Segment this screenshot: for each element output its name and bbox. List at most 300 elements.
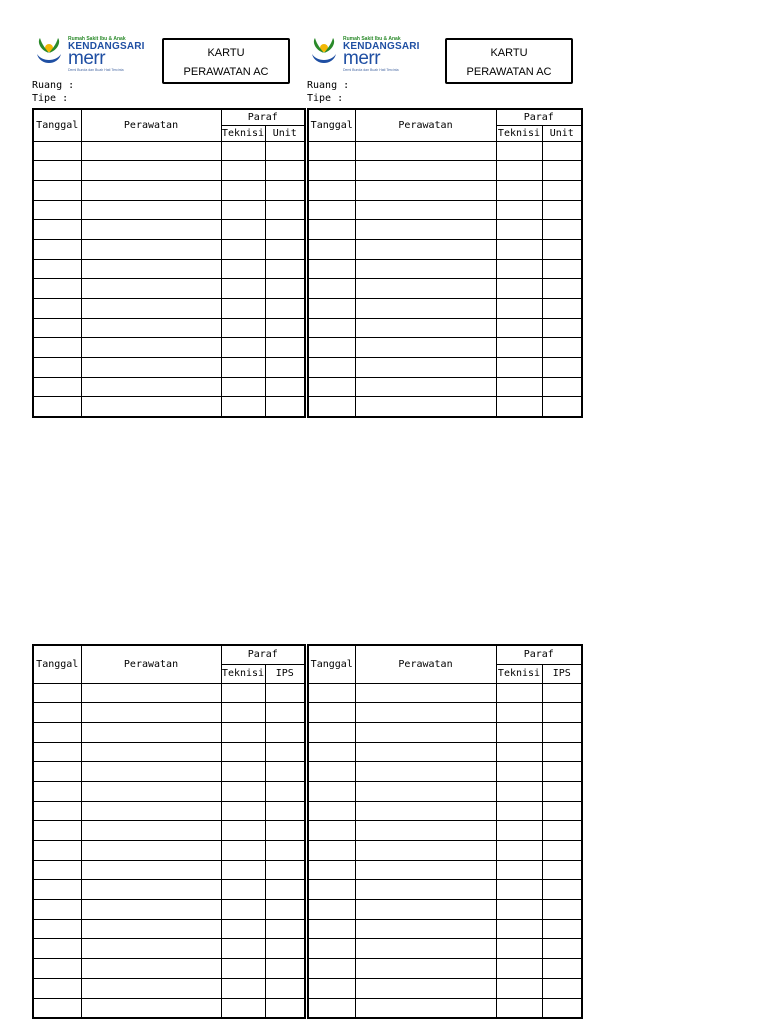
cell-teknisi xyxy=(221,722,265,742)
cell-perawatan xyxy=(355,299,496,319)
table-row xyxy=(308,841,582,861)
cell-tanggal xyxy=(33,762,81,782)
cell-perawatan xyxy=(355,239,496,259)
cell-tanggal xyxy=(33,239,81,259)
table-row xyxy=(33,279,305,299)
table-row xyxy=(33,141,305,161)
cell-paraf xyxy=(265,200,305,220)
cell-paraf xyxy=(542,161,582,181)
cell-teknisi xyxy=(221,397,265,417)
table-row xyxy=(308,821,582,841)
cell-teknisi xyxy=(221,299,265,319)
cell-paraf xyxy=(265,180,305,200)
cell-paraf xyxy=(265,358,305,378)
cell-paraf xyxy=(265,683,305,703)
cell-tanggal xyxy=(308,279,355,299)
cell-paraf xyxy=(265,239,305,259)
cell-paraf xyxy=(542,959,582,979)
table-row xyxy=(308,239,582,259)
cell-tanggal xyxy=(308,683,355,703)
cell-perawatan xyxy=(81,239,221,259)
maintenance-table xyxy=(32,108,306,418)
table-row xyxy=(33,959,305,979)
table-row xyxy=(33,742,305,762)
cell-paraf xyxy=(265,762,305,782)
cell-teknisi xyxy=(221,939,265,959)
tipe-label: Tipe : xyxy=(307,93,344,104)
cell-tanggal xyxy=(33,200,81,220)
card-top-left xyxy=(32,34,304,414)
table-row xyxy=(308,860,582,880)
cell-perawatan xyxy=(355,978,496,998)
logo-brand: merr xyxy=(343,48,381,69)
logo-tagline: Demi Bunda dan Buah Hati Tercinta xyxy=(343,68,399,72)
cell-perawatan xyxy=(81,801,221,821)
table-row xyxy=(33,338,305,358)
table-row xyxy=(308,998,582,1018)
cell-teknisi xyxy=(496,259,542,279)
cell-paraf xyxy=(265,220,305,240)
cell-teknisi xyxy=(221,683,265,703)
table-row xyxy=(308,978,582,998)
table-row xyxy=(33,880,305,900)
cell-paraf xyxy=(542,279,582,299)
cell-tanggal xyxy=(33,880,81,900)
table-row xyxy=(33,161,305,181)
cell-paraf xyxy=(542,722,582,742)
cell-paraf xyxy=(542,742,582,762)
cell-tanggal xyxy=(308,939,355,959)
table-row xyxy=(33,841,305,861)
cell-tanggal xyxy=(308,821,355,841)
cell-perawatan xyxy=(355,959,496,979)
cell-paraf xyxy=(542,259,582,279)
cell-tanggal xyxy=(308,358,355,378)
cell-perawatan xyxy=(355,318,496,338)
card-title-line2: PERAWATAN AC xyxy=(183,66,269,78)
table-row xyxy=(33,220,305,240)
col-header-unit: Unit xyxy=(542,125,582,141)
cell-tanggal xyxy=(33,338,81,358)
cell-tanggal xyxy=(33,821,81,841)
table-row xyxy=(308,377,582,397)
col-header-perawatan: Perawatan xyxy=(355,109,496,141)
cell-tanggal xyxy=(308,141,355,161)
cell-teknisi xyxy=(496,801,542,821)
cell-perawatan xyxy=(355,998,496,1018)
cell-perawatan xyxy=(355,338,496,358)
col-header-teknisi: Teknisi xyxy=(496,664,542,683)
cell-tanggal xyxy=(33,318,81,338)
table-row xyxy=(33,939,305,959)
table-row xyxy=(308,318,582,338)
cell-teknisi xyxy=(496,338,542,358)
cell-paraf xyxy=(265,880,305,900)
cell-paraf xyxy=(542,978,582,998)
cell-perawatan xyxy=(355,200,496,220)
cell-teknisi xyxy=(496,998,542,1018)
table-row xyxy=(308,722,582,742)
cell-teknisi xyxy=(221,377,265,397)
cell-perawatan xyxy=(81,397,221,417)
cell-paraf xyxy=(542,781,582,801)
col-header-paraf: Paraf xyxy=(496,645,582,664)
cell-paraf xyxy=(265,781,305,801)
table-row xyxy=(33,683,305,703)
cell-tanggal xyxy=(33,259,81,279)
cell-paraf xyxy=(542,200,582,220)
cell-teknisi xyxy=(221,279,265,299)
table-row xyxy=(33,397,305,417)
cell-perawatan xyxy=(81,377,221,397)
table-row xyxy=(308,259,582,279)
cell-perawatan xyxy=(355,397,496,417)
hospital-logo xyxy=(34,36,145,76)
cell-perawatan xyxy=(81,998,221,1018)
cell-perawatan xyxy=(81,762,221,782)
cell-teknisi xyxy=(221,358,265,378)
table-row xyxy=(308,762,582,782)
logo-name: KENDANGSARI xyxy=(343,41,420,52)
table-row xyxy=(33,299,305,319)
cell-teknisi xyxy=(221,338,265,358)
cell-perawatan xyxy=(81,841,221,861)
col-header-paraf: Paraf xyxy=(221,645,305,664)
cell-paraf xyxy=(265,978,305,998)
cell-perawatan xyxy=(81,781,221,801)
cell-teknisi xyxy=(221,762,265,782)
cell-tanggal xyxy=(308,742,355,762)
card-title-box xyxy=(445,38,573,84)
cell-paraf xyxy=(265,959,305,979)
table-row xyxy=(33,801,305,821)
cell-tanggal xyxy=(33,722,81,742)
cell-paraf xyxy=(542,919,582,939)
cell-tanggal xyxy=(308,259,355,279)
table-row xyxy=(308,742,582,762)
table-row xyxy=(33,998,305,1018)
table-row xyxy=(308,397,582,417)
col-header-teknisi: Teknisi xyxy=(496,125,542,141)
col-header-tanggal: Tanggal xyxy=(33,645,81,683)
logo-subtitle: Rumah Sakit Ibu & Anak xyxy=(343,36,401,42)
card-top-right xyxy=(307,34,581,414)
col-header-perawatan: Perawatan xyxy=(81,645,221,683)
col-header-perawatan: Perawatan xyxy=(81,109,221,141)
cell-perawatan xyxy=(355,781,496,801)
col-header-teknisi: Teknisi xyxy=(221,664,265,683)
cell-tanggal xyxy=(308,801,355,821)
cell-tanggal xyxy=(308,900,355,920)
logo-brand: merr xyxy=(68,48,106,69)
cell-perawatan xyxy=(355,880,496,900)
cell-paraf xyxy=(265,742,305,762)
card-header xyxy=(32,34,304,114)
table-row xyxy=(308,900,582,920)
cell-tanggal xyxy=(33,860,81,880)
table-row xyxy=(33,821,305,841)
cell-teknisi xyxy=(496,900,542,920)
leaf-icon xyxy=(34,36,64,74)
cell-perawatan xyxy=(355,358,496,378)
cell-teknisi xyxy=(221,318,265,338)
cell-teknisi xyxy=(496,239,542,259)
cell-perawatan xyxy=(81,338,221,358)
cell-paraf xyxy=(542,180,582,200)
col-header-paraf: Paraf xyxy=(496,109,582,125)
table-row xyxy=(33,200,305,220)
cell-tanggal xyxy=(308,239,355,259)
cell-perawatan xyxy=(81,161,221,181)
col-header-unit: Unit xyxy=(265,125,305,141)
cell-perawatan xyxy=(81,742,221,762)
ruang-label: Ruang : xyxy=(307,80,350,91)
table-row xyxy=(33,919,305,939)
cell-tanggal xyxy=(33,161,81,181)
cell-tanggal xyxy=(33,141,81,161)
cell-paraf xyxy=(542,377,582,397)
cell-perawatan xyxy=(81,279,221,299)
col-header-ips: IPS xyxy=(265,664,305,683)
table-row xyxy=(33,358,305,378)
cell-teknisi xyxy=(221,841,265,861)
col-header-teknisi: Teknisi xyxy=(221,125,265,141)
table-row xyxy=(33,860,305,880)
cell-paraf xyxy=(542,841,582,861)
cell-teknisi xyxy=(496,919,542,939)
cell-teknisi xyxy=(496,762,542,782)
cell-teknisi xyxy=(221,880,265,900)
cell-paraf xyxy=(265,338,305,358)
leaf-icon xyxy=(309,36,339,74)
cell-perawatan xyxy=(81,880,221,900)
cell-paraf xyxy=(265,318,305,338)
cell-perawatan xyxy=(355,821,496,841)
table-row xyxy=(33,781,305,801)
cell-tanggal xyxy=(308,919,355,939)
cell-tanggal xyxy=(308,180,355,200)
cell-teknisi xyxy=(496,722,542,742)
cell-tanggal xyxy=(33,358,81,378)
logo-tagline: Demi Bunda dan Buah Hati Tercinta xyxy=(68,68,124,72)
cell-perawatan xyxy=(355,841,496,861)
table-row xyxy=(308,801,582,821)
cell-perawatan xyxy=(81,959,221,979)
cell-teknisi xyxy=(496,299,542,319)
cell-paraf xyxy=(542,762,582,782)
cell-paraf xyxy=(265,801,305,821)
cell-paraf xyxy=(542,358,582,378)
cell-tanggal xyxy=(308,338,355,358)
cell-paraf xyxy=(265,703,305,723)
table-row xyxy=(308,141,582,161)
cell-teknisi xyxy=(221,959,265,979)
cell-teknisi xyxy=(221,978,265,998)
cell-teknisi xyxy=(221,259,265,279)
cell-tanggal xyxy=(308,722,355,742)
maintenance-table-bottom-right xyxy=(307,644,583,1019)
cell-teknisi xyxy=(221,742,265,762)
table-row xyxy=(308,161,582,181)
table-row xyxy=(33,239,305,259)
hospital-logo xyxy=(309,36,420,76)
cell-teknisi xyxy=(221,821,265,841)
cell-teknisi xyxy=(221,781,265,801)
table-row xyxy=(308,338,582,358)
col-header-tanggal: Tanggal xyxy=(308,645,355,683)
table-row xyxy=(33,722,305,742)
cell-teknisi xyxy=(496,141,542,161)
cell-paraf xyxy=(542,683,582,703)
cell-teknisi xyxy=(496,959,542,979)
cell-tanggal xyxy=(308,318,355,338)
cell-tanggal xyxy=(33,703,81,723)
table-row xyxy=(33,377,305,397)
tipe-label: Tipe : xyxy=(32,93,69,104)
maintenance-table xyxy=(307,108,583,418)
cell-teknisi xyxy=(221,239,265,259)
cell-teknisi xyxy=(496,742,542,762)
cell-perawatan xyxy=(355,722,496,742)
cell-teknisi xyxy=(221,180,265,200)
cell-paraf xyxy=(265,860,305,880)
cell-paraf xyxy=(542,880,582,900)
cell-tanggal xyxy=(33,781,81,801)
cell-paraf xyxy=(265,259,305,279)
cell-teknisi xyxy=(496,200,542,220)
cell-perawatan xyxy=(81,703,221,723)
cell-perawatan xyxy=(355,220,496,240)
cell-perawatan xyxy=(81,683,221,703)
table-row xyxy=(33,318,305,338)
cell-perawatan xyxy=(81,220,221,240)
cell-paraf xyxy=(265,299,305,319)
cell-paraf xyxy=(542,821,582,841)
cell-paraf xyxy=(265,821,305,841)
cell-tanggal xyxy=(33,742,81,762)
cell-paraf xyxy=(542,900,582,920)
cell-tanggal xyxy=(308,200,355,220)
cell-perawatan xyxy=(355,900,496,920)
cell-paraf xyxy=(265,141,305,161)
table-row xyxy=(33,762,305,782)
cell-paraf xyxy=(542,220,582,240)
table-row xyxy=(308,781,582,801)
cell-tanggal xyxy=(33,978,81,998)
cell-tanggal xyxy=(33,959,81,979)
cell-tanggal xyxy=(33,220,81,240)
table-row xyxy=(33,900,305,920)
cell-paraf xyxy=(265,998,305,1018)
table-row xyxy=(308,358,582,378)
cell-perawatan xyxy=(355,377,496,397)
cell-perawatan xyxy=(81,259,221,279)
card-header xyxy=(307,34,581,114)
cell-teknisi xyxy=(496,978,542,998)
cell-tanggal xyxy=(308,299,355,319)
table-row xyxy=(308,919,582,939)
cell-tanggal xyxy=(308,762,355,782)
cell-teknisi xyxy=(496,358,542,378)
cell-teknisi xyxy=(496,781,542,801)
cell-tanggal xyxy=(308,220,355,240)
table-row xyxy=(308,939,582,959)
cell-paraf xyxy=(265,939,305,959)
cell-paraf xyxy=(542,318,582,338)
cell-paraf xyxy=(542,860,582,880)
card-title-line2: PERAWATAN AC xyxy=(466,66,552,78)
cell-perawatan xyxy=(355,801,496,821)
cell-teknisi xyxy=(496,377,542,397)
table-row xyxy=(308,683,582,703)
cell-paraf xyxy=(265,377,305,397)
ruang-label: Ruang : xyxy=(32,80,75,91)
cell-teknisi xyxy=(221,860,265,880)
col-header-perawatan: Perawatan xyxy=(355,645,496,683)
cell-perawatan xyxy=(355,180,496,200)
cell-teknisi xyxy=(496,841,542,861)
cell-tanggal xyxy=(33,397,81,417)
cell-teknisi xyxy=(496,318,542,338)
col-header-ips: IPS xyxy=(542,664,582,683)
cell-teknisi xyxy=(496,939,542,959)
table-row xyxy=(308,703,582,723)
table-row xyxy=(33,259,305,279)
cell-tanggal xyxy=(308,978,355,998)
cell-tanggal xyxy=(33,939,81,959)
table-row xyxy=(308,299,582,319)
cell-perawatan xyxy=(81,821,221,841)
cell-teknisi xyxy=(221,900,265,920)
table-row xyxy=(308,279,582,299)
cell-perawatan xyxy=(81,141,221,161)
cell-teknisi xyxy=(221,919,265,939)
table-row xyxy=(33,703,305,723)
cell-teknisi xyxy=(221,220,265,240)
cell-tanggal xyxy=(308,998,355,1018)
cell-perawatan xyxy=(355,161,496,181)
cell-perawatan xyxy=(81,200,221,220)
col-header-tanggal: Tanggal xyxy=(33,109,81,141)
table-row xyxy=(308,180,582,200)
cell-perawatan xyxy=(81,358,221,378)
cell-perawatan xyxy=(81,299,221,319)
cell-perawatan xyxy=(81,860,221,880)
cell-paraf xyxy=(542,299,582,319)
cell-perawatan xyxy=(355,259,496,279)
cell-paraf xyxy=(542,703,582,723)
table-row xyxy=(308,959,582,979)
cell-perawatan xyxy=(355,141,496,161)
cell-paraf xyxy=(265,161,305,181)
cell-paraf xyxy=(542,801,582,821)
table-row xyxy=(308,880,582,900)
cell-perawatan xyxy=(81,900,221,920)
cell-tanggal xyxy=(33,998,81,1018)
cell-paraf xyxy=(542,998,582,1018)
cell-tanggal xyxy=(33,299,81,319)
cell-tanggal xyxy=(33,377,81,397)
cell-perawatan xyxy=(355,762,496,782)
cell-teknisi xyxy=(221,703,265,723)
cell-paraf xyxy=(265,919,305,939)
card-title-line1: KARTU xyxy=(490,47,528,59)
cell-tanggal xyxy=(33,801,81,821)
card-title-line1: KARTU xyxy=(207,47,245,59)
cell-tanggal xyxy=(308,781,355,801)
cell-teknisi xyxy=(221,141,265,161)
cell-tanggal xyxy=(308,860,355,880)
